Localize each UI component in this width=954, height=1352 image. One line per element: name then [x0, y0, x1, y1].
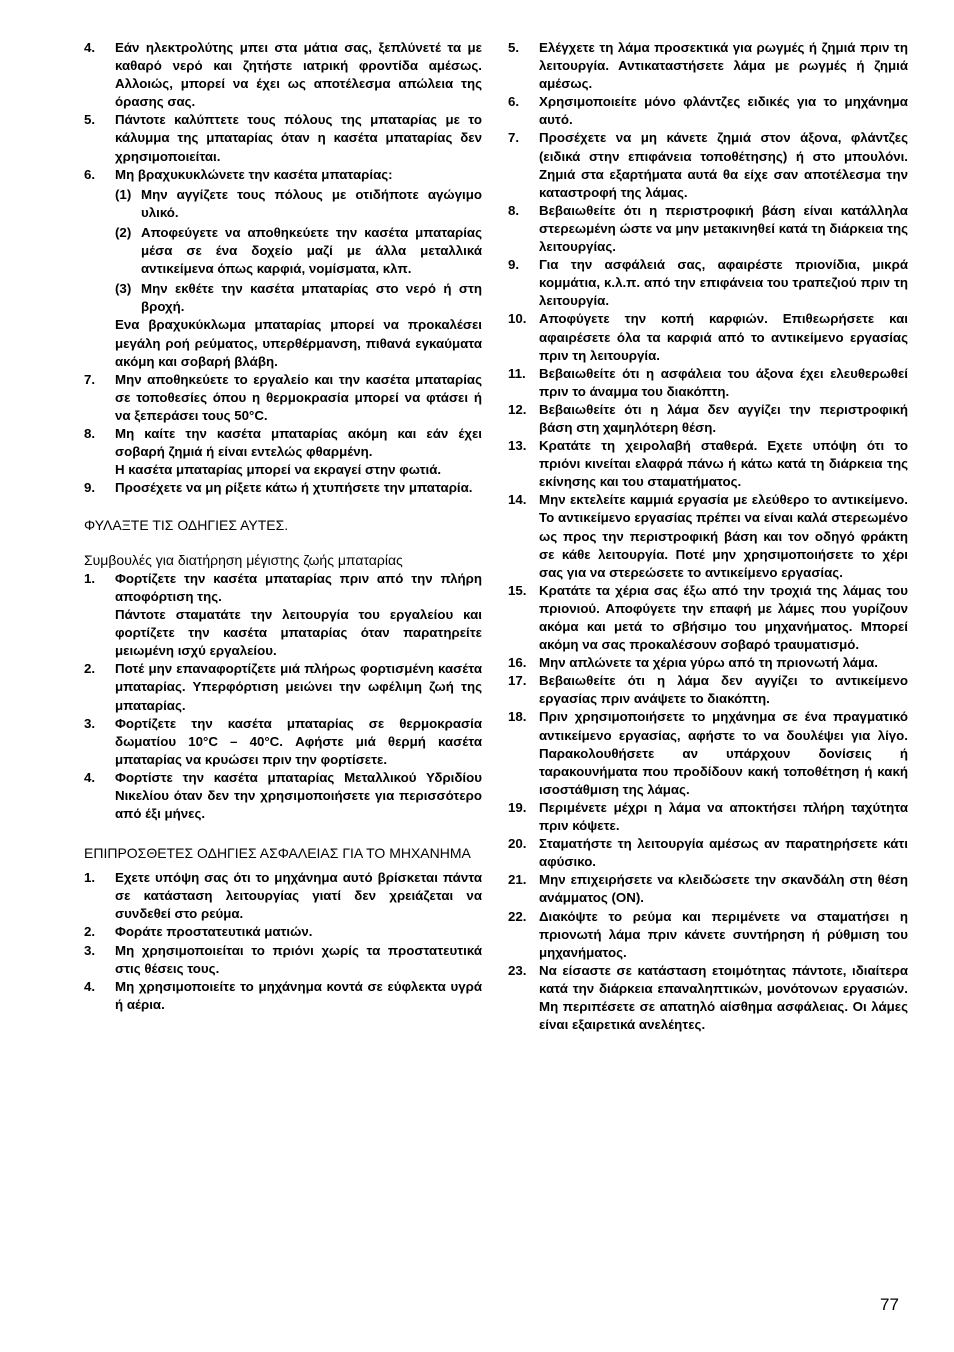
- item-text: Αποφύγετε την κοπή καρφιών. Επιθεωρήσετε και αφαιρέσετε όλα τα καρφιά από το αντικείμενο εργασίας πριν τη λειτουργία.: [539, 311, 908, 363]
- sub-item-number: (3): [115, 281, 132, 297]
- left-column: [84, 39, 482, 1014]
- machine-item-10: [508, 310, 908, 364]
- item-number: 23.: [508, 962, 527, 978]
- machine-item-20: [508, 835, 908, 871]
- item-number: 6.: [84, 166, 96, 182]
- sub-item-number: (1): [115, 186, 132, 202]
- item-number: 1.: [84, 870, 96, 886]
- sub-item-number: (2): [115, 224, 132, 240]
- item-text: Φορτίστε την κασέτα μπαταρίας Μεταλλικού Υδριδίου Νικελίου όταν δεν την χρησιμοποιήσετε για περισσότερο από έξι μήνες.: [115, 769, 482, 822]
- item-number: 3.: [84, 942, 96, 958]
- battery-item-9: [84, 479, 482, 497]
- item-body: [115, 166, 482, 371]
- item-number: 2.: [84, 661, 96, 677]
- item-number: 18.: [508, 709, 527, 725]
- item-text: Διακόψτε το ρεύμα και περιμένετε να σταματήσει η πριονωτή λάμα πριν κάνετε συντήρηση ή ρύθμιση του μηχανήματος.: [539, 908, 908, 960]
- battery-item-4: [84, 39, 482, 111]
- item-number: 7.: [508, 130, 520, 146]
- item-text: Να είσαστε σε κατάσταση ετοιμότητας πάντοτε, ιδιαίτερα κατά την διάρκεια επαναληπτικών, μονότονων εργασιών. Μη περιπέσετε σε απατηλό αίσθημα ασφάλειας. Οι λάμες είναι εξαιρετικά ανελέητες.: [539, 962, 908, 1033]
- page-number: 77: [880, 1295, 899, 1314]
- item-text: Εχετε υπόψη σας ότι το μηχάνημα αυτό βρίσκεται πάντα σε κατάσταση λειτουργίας γιατί δεν χρειάζεται να συνδεθεί στο ρεύμα.: [115, 870, 482, 922]
- item-number: 1.: [84, 570, 96, 586]
- battery-item-5: [84, 111, 482, 165]
- item-text: Φορτίζετε την κασέτα μπαταρίας πριν από την πλήρη αποφόρτιση της.: [115, 570, 482, 604]
- item-text: Φοράτε προστατευτικά ματιών.: [115, 924, 313, 940]
- machine-item-3: [84, 942, 482, 978]
- item-text: Για την ασφάλειά σας, αφαιρέστε πριονίδια, μικρά κομμάτια, κ.λ.π. από την επιφάνεια του τραπεζιού πριν τη λειτουργία.: [539, 257, 908, 309]
- right-column: [508, 39, 908, 1034]
- machine-item-4: [84, 978, 482, 1014]
- item-text: Κρατάτε τη χειρολαβή σταθερά. Εχετε υπόψη ότι το πριόνι κινείται ελαφρά πάνω ή κάτω κατά τη διάρκεια της εκίνησης και του σταματήματος.: [539, 438, 908, 490]
- battery-item-7: [84, 371, 482, 425]
- item-number: 15.: [508, 582, 527, 598]
- machine-item-17: [508, 672, 908, 708]
- item-text: Μην επιχειρήσετε να κλειδώσετε την σκανδάλη στη θέση ανάμματος (ON).: [539, 872, 908, 906]
- item-text: Κρατάτε τα χέρια σας έξω από την τροχιά της λάμας του πριονιού. Αποφύγετε την επαφή με λάμες που γυρίζουν ακόμα και μετά το σβήσιμο του μηχανήματος. Μπορεί ακόμη να σας προκαλέσουν σοβαρό τραυματισμό.: [539, 582, 908, 653]
- machine-item-8: [508, 202, 908, 256]
- item-text: Βεβαιωθείτε ότι η περιστροφική βάση είναι κατάλληλα στερεωμένη ώστε να μην μετακινηθεί κατά τη διάρκεια της λειτουργίας.: [539, 202, 908, 255]
- item-text: Προσέχετε να μη κάνετε ζημιά στον άξονα, φλάντζες (ειδικά στην επιφάνεια τοποθέτησης) ή στο μπουλόνι. Ζημιά στα εξαρτήματα αυτά θα είχε σαν αποτέλεσμα την καταστροφή της λάμας.: [539, 130, 908, 200]
- machine-item-6: [508, 93, 908, 129]
- item-text: Μην εκτελείτε καμμιά εργασία με ελεύθερο το αντικείμενο. Το αντικείμενο εργασίας πρέπει να είναι καλά στερεωμένο ως προς την περιστροφική βάση και τον οδηγό φράκτη σε κάθε λειτουργία. Ποτέ μην χρησιμοποιήσετε το χέρι σας για να στερεώσετε το αντικείμενο εργασίας.: [539, 492, 908, 580]
- item-text: Βεβαιωθείτε ότι η λάμα δεν αγγίζει το αντικείμενο εργασίας πριν ανάψετε το διακόπτη.: [539, 673, 908, 707]
- sub-item-text: Αποφεύγετε να αποθηκεύετε την κασέτα μπαταρίας μέσα σε ένα δοχείο μαζί με άλλα μεταλλικά αντικείμενα όπως καρφιά, νομίσματα, κλπ.: [141, 224, 482, 277]
- item-text: Μη βραχυκυκλώνετε την κασέτα μπαταρίας:: [115, 166, 393, 182]
- item-number: 16.: [508, 655, 527, 671]
- sub-item-3: [115, 280, 482, 316]
- item-text: Ελέγχετε τη λάμα προσεκτικά για ρωγμές ή ζημιά πριν τη λειτουργία. Αντικαταστήσετε λάμα με ρωγμές ή ζημιά αμέσως.: [539, 40, 908, 92]
- machine-item-21: [508, 871, 908, 907]
- item-number: 5.: [84, 112, 96, 128]
- item-text: Ποτέ μην επαναφορτίζετε μιά πλήρως φορτισμένη κασέτα μπαταρίας. Υπερφόρτιση μειώνει την ωφέλιμη ζωή της μπαταρίας.: [115, 661, 482, 713]
- battery-item-8: [84, 425, 482, 479]
- item-number: 3.: [84, 715, 96, 731]
- item-note: Πάντοτε σταματάτε την λειτουργία του εργαλείου και φορτίζετε την κασέτα μπαταρίας όταν παρατηρείτε μειωμένη ισχύ εργαλείου.: [115, 607, 482, 659]
- item-number: 8.: [84, 425, 96, 441]
- tip-item-4: [84, 769, 482, 823]
- item-text: Μη καίτε την κασέτα μπαταρίας ακόμη και εάν έχει σοβαρή ζημιά ή είναι εντελώς φθαρμένη.: [115, 425, 482, 460]
- item-body: [115, 425, 482, 479]
- sub-item-2: [115, 224, 482, 278]
- item-number: 20.: [508, 836, 527, 852]
- item-number: 21.: [508, 872, 527, 888]
- item-number: 17.: [508, 673, 527, 689]
- item-text: Σταματήστε τη λειτουργία αμέσως αν παρατηρήσετε κάτι αφύσικο.: [539, 836, 908, 870]
- machine-item-22: [508, 908, 908, 962]
- tip-item-1: [84, 570, 482, 660]
- item-body: [115, 570, 482, 660]
- item-number: 10.: [508, 311, 527, 327]
- item-number: 14.: [508, 492, 527, 508]
- save-instructions-heading: ΦΥΛΑΞΤΕ ΤΙΣ ΟΔΗΓΙΕΣ ΑΥΤΕΣ.: [84, 517, 289, 534]
- item-text: Μη χρησιμοποιείτε το μηχάνημα κοντά σε εύφλεκτα υγρά ή αέρια.: [115, 978, 482, 1012]
- battery-tips-heading: Συμβουλές για διατήρηση μέγιστης ζωής μπαταρίας: [84, 552, 403, 569]
- machine-item-11: [508, 365, 908, 401]
- item-note: Η κασέτα μπαταρίας μπορεί να εκραγεί στην φωτιά.: [115, 462, 442, 478]
- item-note: Ενα βραχυκύκλωμα μπαταρίας μπορεί να προκαλέσει μεγάλη ροή ρεύματος, υπερθέρμανση, πιθανά εγκαύματα ακόμη και σοβαρή βλάβη.: [115, 317, 482, 369]
- machine-item-12: [508, 401, 908, 437]
- machine-item-14: [508, 491, 908, 581]
- machine-item-15: [508, 582, 908, 654]
- item-number: 4.: [84, 769, 96, 785]
- item-text: Προσέχετε να μη ρίξετε κάτω ή χτυπήσετε την μπαταρία.: [115, 480, 473, 496]
- sub-item-text: Μην εκθέτε την κασέτα μπαταρίας στο νερό ή στη βροχή.: [141, 281, 482, 315]
- item-text: Βεβαιωθείτε ότι η ασφάλεια του άξονα έχει ελευθερωθεί πριν το άναμμα του διακόπτη.: [539, 365, 908, 399]
- item-number: 6.: [508, 94, 520, 110]
- item-number: 22.: [508, 908, 527, 924]
- item-number: 12.: [508, 401, 527, 417]
- tip-item-2: [84, 660, 482, 714]
- item-number: 13.: [508, 438, 527, 454]
- item-number: 7.: [84, 371, 96, 387]
- item-text: Μην απλώνετε τα χέρια γύρω από τη πριονωτή λάμα.: [539, 655, 878, 671]
- machine-item-9: [508, 256, 908, 310]
- item-text: Μη χρησιμοποιείται το πριόνι χωρίς τα προστατευτικά στις θέσεις τους.: [115, 942, 482, 976]
- machine-item-5: [508, 39, 908, 93]
- item-number: 4.: [84, 978, 96, 994]
- item-text: Πριν χρησιμοποιήσετε το μηχάνημα σε ένα πραγματικό αντικείμενο εργασίας, αφήστε το να δουλέψει για λίγο. Παρακολουθήσετε αν υπάρχουν δονίσεις ή ταρακουνήματα που προδίδουν κακή τοποθέτηση ή κακή ισοστάθμιση της λάμας.: [539, 709, 908, 797]
- item-number: 9.: [508, 257, 520, 273]
- battery-item-6: [84, 166, 482, 371]
- item-text: Φορτίζετε την κασέτα μπαταρίας σε θερμοκρασία δωματίου 10°C – 40°C. Αφήστε μιά θερμή κασέτα μπαταρίας να κρυώσει πριν την φορτίσετε.: [115, 715, 482, 767]
- machine-item-19: [508, 799, 908, 835]
- item-number: 11.: [508, 365, 526, 381]
- machine-item-13: [508, 437, 908, 491]
- item-text: Πάντοτε καλύπτετε τους πόλους της μπαταρίας με το κάλυμμα της μπαταρίας όταν η κασέτα μπαταρίας δεν χρησιμοποιείται.: [115, 112, 482, 164]
- machine-item-7: [508, 129, 908, 201]
- item-number: 5.: [508, 40, 520, 55]
- item-number: 19.: [508, 799, 527, 815]
- machine-item-2: [84, 923, 482, 941]
- machine-item-23: [508, 962, 908, 1034]
- machine-item-1: [84, 869, 482, 923]
- item-text: Μην αποθηκεύετε το εργαλείο και την κασέτα μπαταρίας σε τοποθεσίες όπου η θερμοκρασία μπορεί να φτάσει ή να ξεπεράσει τους 50°C.: [115, 371, 482, 423]
- item-number: 4.: [84, 40, 96, 55]
- item-text: Περιμένετε μέχρι η λάμα να αποκτήσει πλήρη ταχύτητα πριν κόψετε.: [539, 799, 908, 834]
- machine-item-18: [508, 708, 908, 798]
- machine-item-16: [508, 654, 908, 672]
- sub-item-1: [115, 186, 482, 222]
- item-text: Βεβαιωθείτε ότι η λάμα δεν αγγίζει την περιστροφική βάση στη χαμηλότερη θέση.: [539, 401, 908, 435]
- tip-item-3: [84, 715, 482, 769]
- additional-safety-heading: ΕΠΙΠΡΟΣΘΕΤΕΣ ΟΔΗΓΙΕΣ ΑΣΦΑΛΕΙΑΣ ΓΙΑ ΤΟ ΜΗΧΑΝΗΜΑ: [84, 845, 471, 862]
- sub-item-text: Μην αγγίζετε τους πόλους με οτιδήποτε αγώγιμο υλικό.: [141, 186, 482, 220]
- item-text: Χρησιμοποιείτε μόνο φλάντζες ειδικές για το μηχάνημα αυτό.: [539, 94, 908, 128]
- item-text: Εάν ηλεκτρολύτης μπει στα μάτια σας, ξεπλύνετέ τα με καθαρό νερό και ζητήστε ιατρική φροντίδα αμέσως. Αλλοιώς, μπορεί να έχει ως αποτέλεσμα απώλεια της όρασης σας.: [115, 40, 482, 110]
- item-number: 9.: [84, 480, 96, 496]
- item-number: 8.: [508, 202, 520, 218]
- item-number: 2.: [84, 924, 96, 940]
